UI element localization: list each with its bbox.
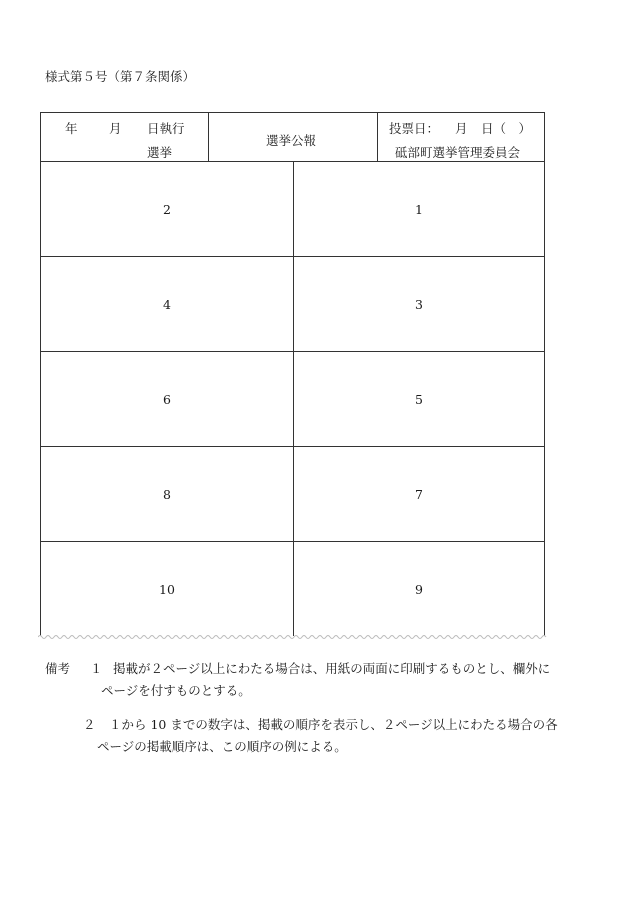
cell-number: 2 (163, 202, 171, 217)
voting-day-label: 投票日： (389, 121, 440, 136)
row-divider (41, 446, 544, 447)
bulletin-header (40, 112, 545, 162)
voting-month-label: 月 (455, 121, 468, 136)
day-executed-label: 日執行 (147, 121, 185, 136)
remark-1-number: １ (90, 661, 103, 676)
cell-number: 8 (163, 487, 171, 502)
remark-1-text-cont: ページを付すものとする。 (101, 683, 251, 698)
cell-number: 10 (159, 582, 175, 597)
remarks-label: 備考 (45, 661, 71, 676)
cell-number: 1 (415, 202, 423, 217)
row-divider (41, 541, 544, 542)
remark-2-text: １から 10 までの数字は、掲載の順序を表示し、２ページ以上にわたる場合の各 (109, 717, 558, 732)
candidate-grid (40, 162, 545, 636)
bulletin-title: 選挙公報 (266, 133, 317, 148)
cell-number: 9 (415, 582, 423, 597)
voting-day-cell (378, 113, 544, 161)
month-label: 月 (109, 121, 122, 136)
grid-divider (293, 162, 294, 636)
wavy-break-line (38, 632, 548, 642)
remark-2-number: ２ (83, 717, 96, 732)
form-number: 様式第５号（第７条関係） (45, 69, 196, 84)
cell-number: 5 (415, 392, 423, 407)
cell-number: 3 (415, 297, 423, 312)
row-divider (41, 351, 544, 352)
election-date-cell (41, 113, 209, 161)
election-label: 選挙 (147, 145, 173, 160)
remark-2-text-cont: ページの掲載順序は、この順序の例による。 (97, 739, 347, 754)
cell-number: 4 (163, 297, 171, 312)
cell-number: 6 (163, 392, 171, 407)
row-divider (41, 256, 544, 257)
election-committee: 砥部町選挙管理委員会 (395, 145, 521, 160)
voting-day-paren-label: 日（ ） (481, 121, 532, 136)
year-label: 年 (65, 121, 78, 136)
cell-number: 7 (415, 487, 423, 502)
title-cell (209, 113, 378, 161)
remark-1-text: 掲載が２ページ以上にわたる場合は、用紙の両面に印刷するものとし、欄外に (113, 661, 551, 676)
